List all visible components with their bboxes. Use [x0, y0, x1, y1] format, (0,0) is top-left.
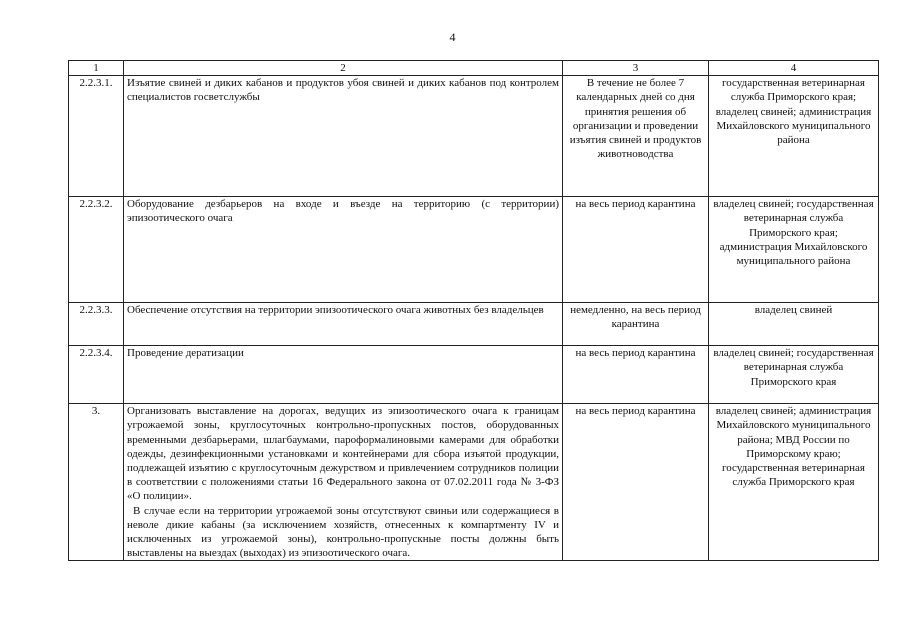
measure-paragraph: Изъятие свиней и диких кабанов и продуктов убоя свиней и диких кабанов под контролем специалистов госветслужбы: [127, 77, 559, 104]
measure-responsible: владелец свиней: [709, 303, 879, 346]
item-number: 2.2.3.3.: [69, 303, 124, 346]
measure-term: на весь период карантина: [563, 197, 709, 303]
measure-term: на весь период карантина: [563, 404, 709, 561]
measure-term: В течение не более 7 календарных дней со дня принятия решения об организации и проведении изъятия свиней и продуктов животноводства: [563, 76, 709, 197]
measures-table: [68, 60, 879, 561]
measure-paragraph: В случае если на территории угрожаемой зоны отсутствуют свиньи или содержащиеся в неволе дикие кабаны (за исключением хозяйств, отнесенных к компартменту IV и исключенных из угрожаемой зоны), контрольно-пропускные посты должны быть выставлены на выездах (выходах) из эпизоотического очага.: [127, 504, 559, 560]
measure-paragraph: Организовать выставление на дорогах, ведущих из эпизоотического очага к границам угрожаемой зоны, круглосуточных контрольно-пропускных постов, оборудованных временными дезбарьерами, шлагбаумами, пароформалиновыми камерами для обработки одежды, дезинфекционными установками и контейнерами для сбора изъятой продукции, подлежащей изъятию с круглосуточным дежурством и привлечением сотрудников полиции в соответствии с положениями статьи 16 Федерального закона от 07.02.2011 года № 3-ФЗ «О полиции».: [127, 405, 559, 503]
item-number: 2.2.3.2.: [69, 197, 124, 303]
item-number: 2.2.3.4.: [69, 346, 124, 404]
measure-responsible: государственная ветеринарная служба Приморского края; владелец свиней; администрация Михайловского муниципального района: [709, 76, 879, 197]
measure-description: [124, 76, 563, 197]
measure-term: на весь период карантина: [563, 346, 709, 404]
column-header: 4: [709, 61, 879, 76]
column-header: 2: [124, 61, 563, 76]
measure-description: [124, 303, 563, 346]
table-row: [69, 197, 879, 303]
measure-description: [124, 346, 563, 404]
item-number: 2.2.3.1.: [69, 76, 124, 197]
measure-paragraph: Обеспечение отсутствия на территории эпизоотического очага животных без владельцев: [127, 304, 544, 317]
measure-responsible: владелец свиней; администрация Михайловского муниципального района; МВД России по Приморскому краю; государственная ветеринарная служба Приморского края: [709, 404, 879, 561]
measure-paragraph: Проведение дератизации: [127, 347, 244, 360]
table-header-row: [69, 61, 879, 76]
table-row: [69, 404, 879, 561]
measure-term: немедленно, на весь период карантина: [563, 303, 709, 346]
measure-responsible: владелец свиней; государственная ветеринарная служба Приморского края: [709, 346, 879, 404]
table-row: [69, 346, 879, 404]
measure-paragraph: Оборудование дезбарьеров на входе и въезде на территорию (с территории) эпизоотического очага: [127, 198, 559, 225]
column-header: 1: [69, 61, 124, 76]
measure-description: [124, 404, 563, 561]
table-row: [69, 76, 879, 197]
column-header: 3: [563, 61, 709, 76]
measure-responsible: владелец свиней; государственная ветеринарная служба Приморского края; администрация Михайловского муниципального района: [709, 197, 879, 303]
table-row: [69, 303, 879, 346]
item-number: 3.: [69, 404, 124, 561]
measure-description: [124, 197, 563, 303]
page-number: 4: [449, 30, 456, 44]
